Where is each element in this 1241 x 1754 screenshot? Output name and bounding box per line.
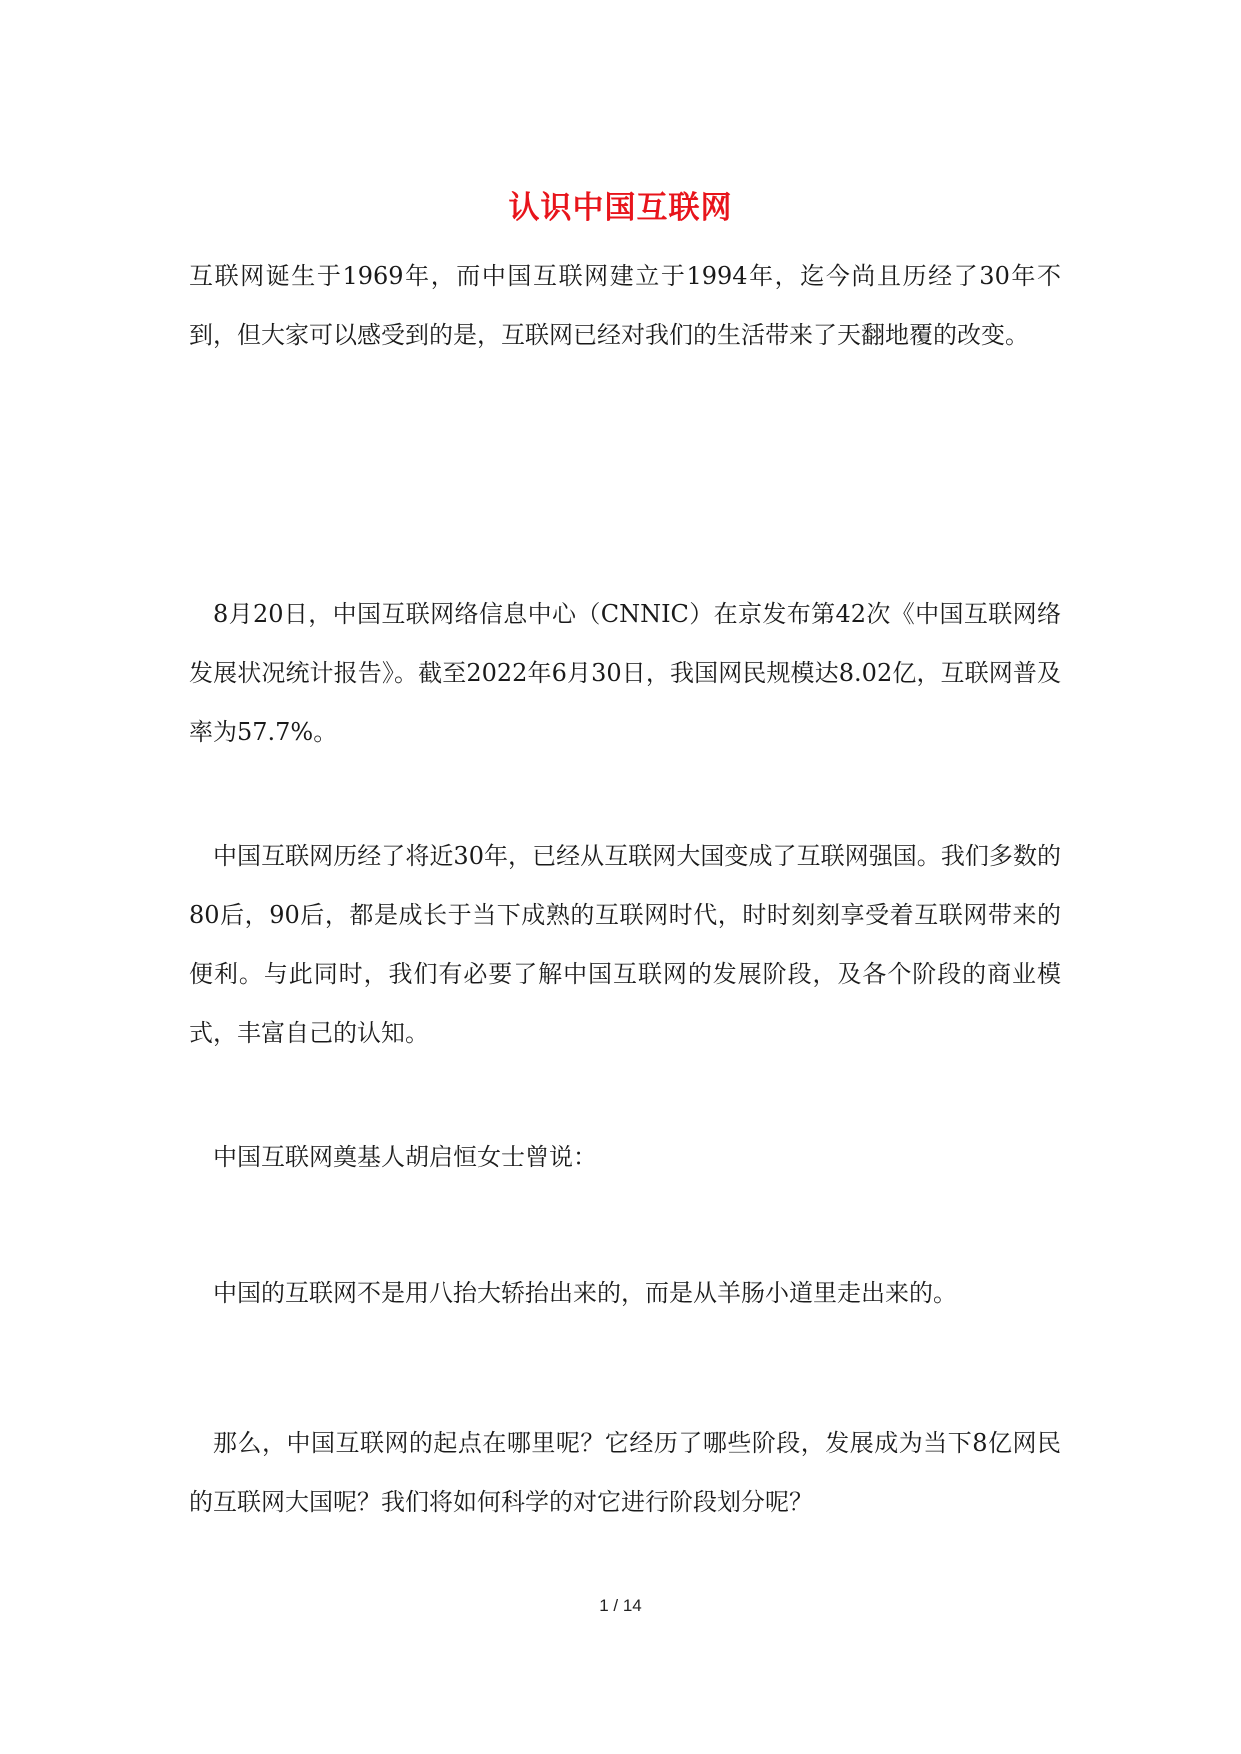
paragraph-development: 中国互联网历经了将近30年，已经从互联网大国变成了互联网强国。我们多数的80后，90后，都是成长于当下成熟的互联网时代，时时刻刻享受着互联网带来的便利。与此同时，我们有必要了解中国互联网的发展阶段，及各个阶段的商业模式，丰富自己的认知。 [189, 842, 1061, 1047]
paragraph-cnnic-report: 8月20日，中国互联网络信息中心（CNNIC）在京发布第42次《中国互联网络发展状况统计报告》。截至2022年6月30日，我国网民规模达8.02亿，互联网普及率为57.7%。 [189, 600, 1061, 746]
paragraph-question: 那么，中国互联网的起点在哪里呢？它经历了哪些阶段，发展成为当下8亿网民的互联网大国呢？我们将如何科学的对它进行阶段划分呢？ [189, 1429, 1061, 1516]
document-title: 认识中国互联网 [508, 190, 733, 226]
paragraph-intro: 互联网诞生于1969年，而中国互联网建立于1994年，迄今尚且历经了30年不到，但大家可以感受到的是，互联网已经对我们的生活带来了天翻地覆的改变。 [189, 262, 1061, 349]
paragraph-quote-intro: 中国互联网奠基人胡启恒女士曾说： [213, 1143, 597, 1171]
page-number: 1 / 14 [599, 1596, 642, 1615]
paragraph-quote: 中国的互联网不是用八抬大轿抬出来的，而是从羊肠小道里走出来的。 [213, 1279, 957, 1307]
